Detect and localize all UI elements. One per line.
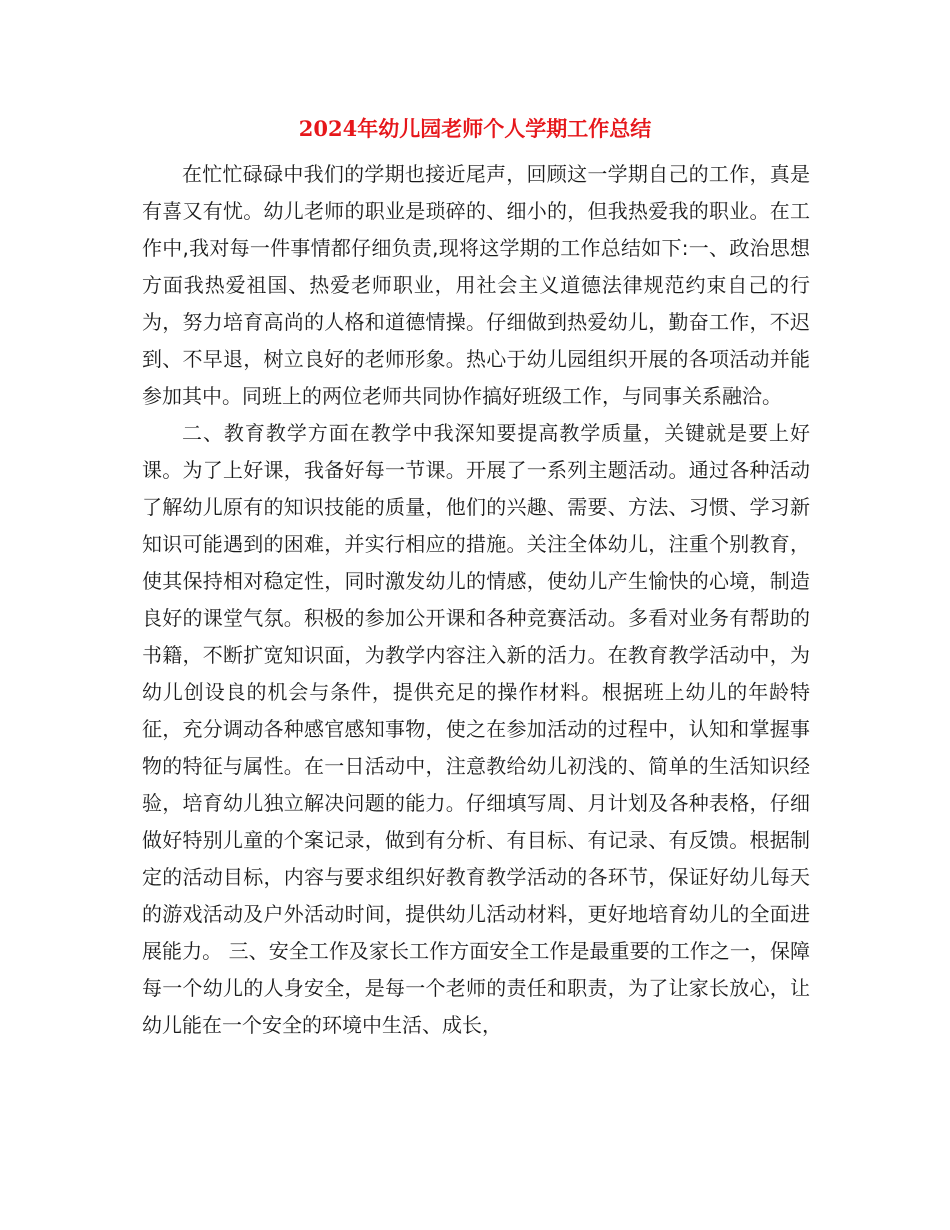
paragraph-teaching-safety: 二、教育教学方面在教学中我深知要提高教学质量，关键就是要上好课。为了上好课，我备好每一节课。开展了一系列主题活动。通过各种活动了解幼儿原有的知识技能的质量，他们的兴趣、需要、方法、习惯、学习新知识可能遇到的困难，并实行相应的措施。关注全体幼儿，注重个别教育，使其保持相对稳定性，同时激发幼儿的情感，使幼儿产生愉快的心境，制造良好的课堂气氛。积极的参加公开课和各种竞赛活动。多看对业务有帮助的书籍，不断扩宽知识面，为教学内容注入新的活力。在教育教学活动中，为幼儿创设良的机会与条件，提供充足的操作材料。根据班上幼儿的年龄特征，充分调动各种感官感知事物，使之在参加活动的过程中，认知和掌握事物的特征与属性。在一日活动中，注意教给幼儿初浅的、简单的生活知识经验，培育幼儿独立解决问题的能力。仔细填写周、月计划及各种表格，仔细做好特别儿童的个案记录，做到有分析、有目标、有记录、有反馈。根据制定的活动目标，内容与要求组织好教育教学活动的各环节，保证好幼儿每天的游戏活动及户外活动时间，提供幼儿活动材料，更好地培育幼儿的全面进展能力。 三、安全工作及家长工作方面安全工作是最重要的工作之一，保障每一个幼儿的人身安全，是每一个老师的责任和职责，为了让家长放心，让幼儿能在一个安全的环境中生活、成长， xyxy=(142,421,810,1037)
document-body xyxy=(142,156,810,1044)
document-title: 2024年幼儿园老师个人学期工作总结 xyxy=(298,116,652,141)
paragraph-intro-politics: 在忙忙碌碌中我们的学期也接近尾声，回顾这一学期自己的工作，真是有喜又有忧。幼儿老师的职业是琐碎的、细小的，但我热爱我的职业。在工作中,我对每一件事情都仔细负责,现将这学期的工作总结如下:一、政治思想方面我热爱祖国、热爱老师职业，用社会主义道德法律规范约束自己的行为，努力培育高尚的人格和道德情操。仔细做到热爱幼儿，勤奋工作，不迟到、不早退，树立良好的老师形象。热心于幼儿园组织开展的各项活动并能参加其中。同班上的两位老师共同协作搞好班级工作，与同事关系融洽。 xyxy=(142,162,810,408)
